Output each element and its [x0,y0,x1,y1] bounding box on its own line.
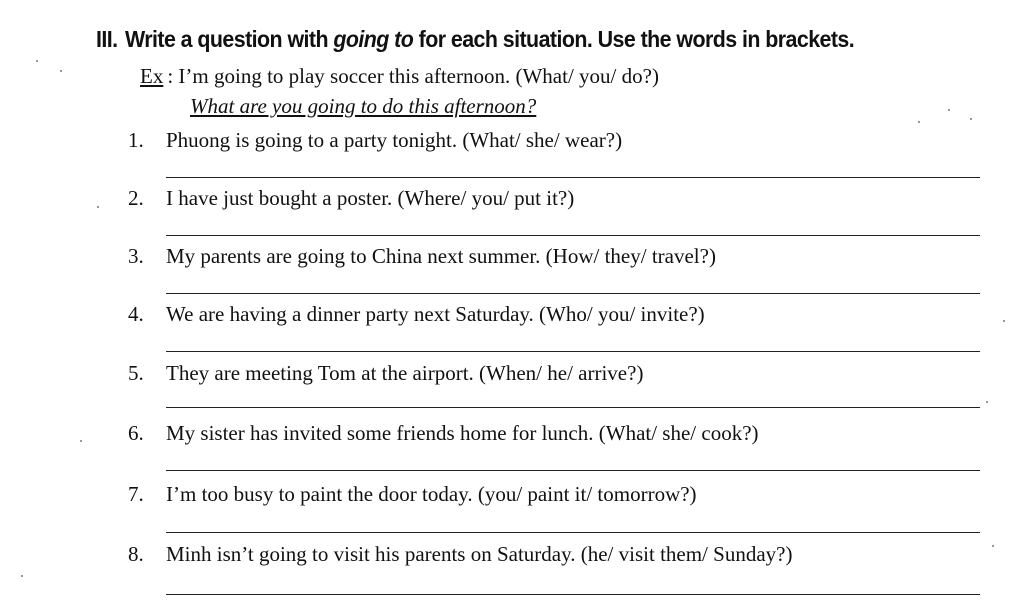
heading-text-1: Write a question with [124,26,328,52]
scan-speck [992,545,994,547]
item-text: I have just bought a poster. (Where/ you/ put it?) [166,186,575,210]
example-label: Ex [140,64,164,88]
item-number: 4. [128,302,144,326]
answer-line-7[interactable] [166,532,980,533]
scan-speck [986,401,988,403]
list-item [128,542,792,567]
item-number: 2. [128,186,144,210]
scan-speck [80,440,82,442]
list-item [128,302,705,327]
heading-italic: going to [333,26,414,52]
list-item [128,186,574,211]
scan-speck [36,60,38,62]
item-number: 6. [128,421,144,445]
answer-line-8[interactable] [166,594,980,595]
answer-line-6[interactable] [166,470,980,471]
heading-text-2: for each situation. Use the words in brackets. [418,26,855,52]
answer-line-1[interactable] [166,177,980,178]
scan-speck [948,109,950,111]
example-answer: What are you going to do this afternoon? [190,94,537,118]
item-number: 1. [128,128,144,152]
item-text: Minh isn’t going to visit his parents on Saturday. (he/ visit them/ Sunday?) [166,542,793,566]
exercise-heading [96,26,854,53]
item-number: 3. [128,244,144,268]
item-text: We are having a dinner party next Saturday. (Who/ you/ invite?) [166,302,705,326]
item-text: Phuong is going to a party tonight. (What/ she/ wear?) [166,128,623,152]
answer-line-5[interactable] [166,407,980,408]
list-item [128,421,759,446]
scan-speck [97,206,99,208]
item-number: 8. [128,542,144,566]
scan-speck [21,575,23,577]
answer-line-2[interactable] [166,235,980,236]
scan-speck [970,118,972,120]
scan-speck [60,70,62,72]
list-item [128,128,622,153]
item-number: 5. [128,361,144,385]
item-text: They are meeting Tom at the airport. (When/ he/ arrive?) [166,361,644,385]
answer-line-3[interactable] [166,293,980,294]
list-item [128,482,697,507]
item-text: My parents are going to China next summer. (How/ they/ travel?) [166,244,716,268]
exercise-number: III. [96,26,118,52]
example-sentence [140,64,659,89]
item-text: My sister has invited some friends home for lunch. (What/ she/ cook?) [166,421,759,445]
scan-speck [918,121,920,123]
answer-line-4[interactable] [166,351,980,352]
scan-speck [1003,320,1005,322]
item-text: I’m too busy to paint the door today. (you/ paint it/ tomorrow?) [166,482,697,506]
list-item [128,244,716,269]
item-number: 7. [128,482,144,506]
list-item [128,361,643,386]
example-text: : I’m going to play soccer this afternoon. (What/ you/ do?) [167,64,659,88]
